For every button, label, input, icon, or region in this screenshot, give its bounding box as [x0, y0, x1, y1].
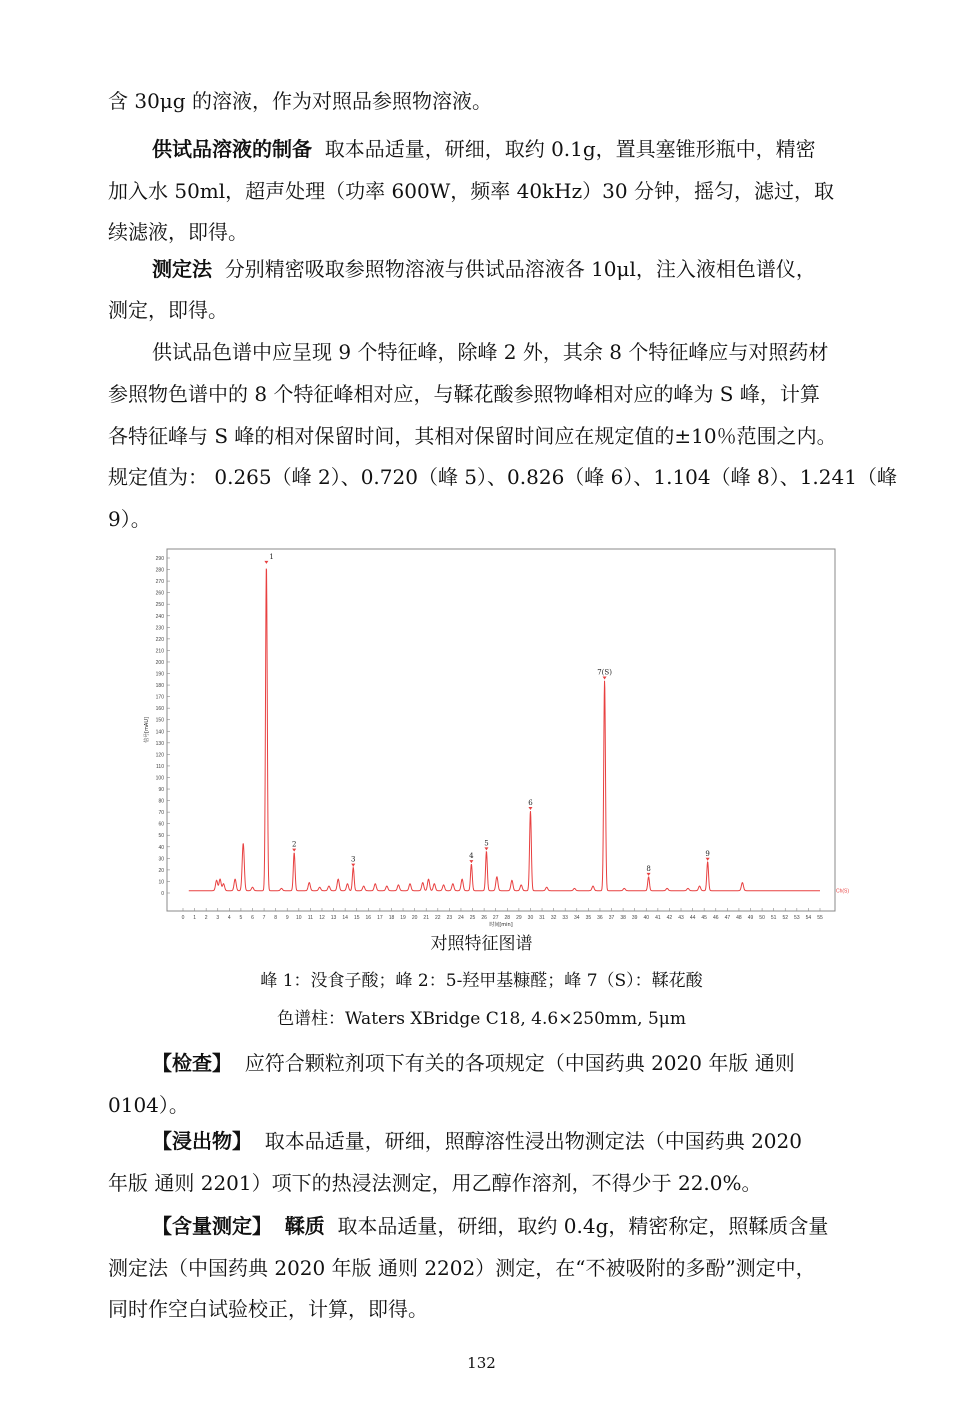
x-tick-label: 40	[643, 915, 650, 921]
x-tick-label: 12	[319, 915, 325, 921]
peak-label: 6	[528, 798, 533, 807]
paragraph-inspection: 【检查】 应符合颗粒剂项下有关的各项规定（中国药典 2020 年版 通则	[152, 1051, 795, 1075]
section-heading: 测定法	[152, 257, 212, 281]
y-tick-label: 240	[155, 613, 164, 620]
y-tick-label: 50	[158, 833, 164, 840]
x-tick-label: 3	[216, 915, 220, 921]
y-tick-label: 140	[155, 729, 164, 736]
paragraph-method: 测定法 分别精密吸取参照物溶液与供试品溶液各 10μl，注入液相色谱仪，	[152, 257, 816, 281]
paragraph-assay: 【含量测定】 鞣质 取本品适量，研细，取约 0.4g，精密称定，照鞣质含量	[152, 1214, 829, 1238]
peak-label: 9	[705, 849, 710, 858]
text-line: 测定，即得。	[108, 298, 228, 322]
x-tick-label: 42	[666, 915, 673, 921]
text-line: 加入水 50ml，超声处理（功率 600W，频率 40kHz）30 分钟，摇匀，滤过，取	[108, 179, 834, 203]
y-tick-label: 0	[161, 891, 164, 897]
text-line: 年版 通则 2201）项下的热浸法测定，用乙醇作溶剂，不得少于 22.0%。	[108, 1171, 762, 1195]
text-line: 测定法（中国药典 2020 年版 通则 2202）测定，在“不被吸附的多酚”测定中，	[108, 1256, 816, 1280]
x-tick-label: 51	[770, 915, 777, 921]
peak-label: 4	[469, 852, 474, 861]
x-tick-label: 13	[330, 915, 337, 921]
y-tick-label: 250	[155, 602, 164, 609]
y-tick-label: 10	[158, 879, 164, 886]
section-heading: 【检查】	[152, 1051, 232, 1075]
x-tick-label: 49	[747, 915, 754, 921]
section-heading: 供试品溶液的制备	[152, 137, 312, 161]
x-tick-label: 43	[678, 915, 684, 921]
x-tick-label: 0	[181, 915, 185, 921]
text-line: 含 30μg 的溶液，作为对照品参照物溶液。	[108, 89, 492, 113]
x-tick-label: 24	[458, 915, 464, 921]
y-tick-label: 90	[158, 787, 164, 794]
text-line: 0104）。	[108, 1093, 189, 1117]
y-tick-label: 290	[155, 556, 164, 562]
y-tick-label: 150	[155, 717, 164, 724]
y-tick-label: 30	[158, 856, 164, 863]
y-tick-label: 190	[155, 671, 164, 678]
x-tick-label: 26	[481, 915, 487, 921]
figure-caption-column: 色谱柱：Waters XBridge C18, 4.6×250mm, 5μm	[277, 1009, 686, 1029]
y-tick-label: 200	[155, 659, 164, 666]
x-tick-label: 7	[262, 915, 266, 921]
x-tick-label: 17	[377, 915, 383, 921]
figure-title: 对照特征图谱	[430, 934, 533, 954]
x-tick-label: 55	[817, 915, 823, 921]
section-heading: 【浸出物】	[152, 1129, 252, 1153]
x-tick-label: 11	[307, 915, 314, 921]
y-tick-label: 220	[155, 636, 164, 643]
text-line: 同时作空白试验校正，计算，即得。	[108, 1297, 428, 1321]
y-tick-label: 170	[155, 694, 164, 701]
y-tick-label: 180	[155, 683, 164, 690]
peak-label: 8	[646, 864, 651, 873]
x-tick-label: 18	[388, 915, 395, 921]
x-tick-label: 22	[435, 915, 441, 921]
y-tick-label: 260	[155, 590, 164, 597]
x-tick-label: 15	[353, 915, 360, 921]
x-tick-label: 33	[562, 915, 568, 921]
x-tick-label: 39	[631, 915, 638, 921]
x-tick-label: 52	[782, 915, 789, 921]
figure-caption-peaks: 峰 1：没食子酸；峰 2：5-羟甲基糠醛；峰 7（S）：鞣花酸	[260, 971, 703, 991]
x-tick-label: 2	[204, 915, 208, 921]
y-tick-label: 110	[156, 763, 164, 770]
x-tick-label: 38	[620, 915, 626, 921]
y-tick-label: 230	[155, 625, 164, 632]
x-tick-label: 23	[446, 915, 453, 921]
x-tick-label: 45	[701, 915, 707, 921]
x-tick-label: 1	[193, 915, 196, 921]
x-axis-label: 时间[min]	[489, 922, 513, 928]
trace-label: Ch(S)	[836, 888, 850, 895]
y-axis-label: 信号[mAU]	[144, 717, 150, 743]
x-tick-label: 5	[239, 915, 243, 921]
y-tick-label: 270	[155, 579, 164, 586]
x-tick-label: 21	[423, 915, 429, 921]
text-line: 各特征峰与 S 峰的相对保留时间，其相对保留时间应在规定值的±10％范围之内。	[108, 424, 837, 448]
x-tick-label: 27	[492, 915, 499, 921]
y-tick-label: 120	[155, 752, 164, 759]
peak-label: 3	[351, 855, 356, 864]
x-tick-label: 31	[539, 915, 545, 921]
x-tick-label: 34	[574, 915, 580, 921]
peak-label: 7(S)	[597, 668, 612, 677]
x-tick-label: 16	[365, 915, 372, 921]
text-line: 9）。	[108, 507, 151, 531]
x-tick-label: 30	[527, 915, 534, 921]
peak-label: 5	[484, 839, 489, 848]
y-tick-label: 100	[155, 775, 164, 782]
y-tick-label: 80	[158, 798, 164, 805]
y-tick-label: 160	[155, 706, 164, 713]
subsection-heading: 鞣质	[284, 1214, 325, 1238]
x-tick-label: 25	[469, 915, 476, 921]
x-tick-label: 53	[794, 915, 800, 921]
paragraph-peaks: 供试品色谱中应呈现 9 个特征峰，除峰 2 外，其余 8 个特征峰应与对照药材	[152, 340, 829, 364]
y-tick-label: 60	[158, 821, 164, 828]
x-tick-label: 47	[724, 915, 731, 921]
x-tick-label: 9	[285, 915, 289, 921]
x-tick-label: 32	[550, 915, 557, 921]
y-tick-label: 20	[158, 867, 164, 874]
x-tick-label: 44	[689, 915, 696, 921]
text-line: 规定值为： 0.265（峰 2）、0.720（峰 5）、0.826（峰 6）、1.104（峰 8）、1.241（峰	[108, 465, 897, 489]
y-tick-label: 280	[155, 567, 164, 574]
x-tick-label: 4	[227, 915, 231, 921]
x-tick-label: 10	[296, 915, 302, 921]
peak-label: 2	[291, 840, 297, 849]
peak-label: 1	[269, 552, 274, 561]
text-line: 参照物色谱中的 8 个特征峰相对应，与鞣花酸参照物峰相对应的峰为 S 峰，计算	[108, 382, 820, 406]
x-tick-label: 41	[655, 915, 661, 921]
page-number: 132	[467, 1354, 496, 1372]
x-tick-label: 37	[608, 915, 615, 921]
paragraph-extract: 【浸出物】 取本品适量，研细，照醇溶性浸出物测定法（中国药典 2020	[152, 1129, 802, 1153]
x-tick-label: 35	[585, 915, 592, 921]
section-heading: 【含量测定】	[152, 1214, 272, 1238]
x-tick-label: 50	[759, 915, 765, 921]
x-tick-label: 48	[736, 915, 742, 921]
x-tick-label: 20	[411, 915, 418, 921]
chromatogram-chart	[140, 547, 850, 929]
x-tick-label: 19	[400, 915, 406, 921]
x-tick-label: 46	[712, 915, 719, 921]
y-tick-label: 210	[155, 648, 164, 655]
x-tick-label: 29	[516, 915, 522, 921]
x-tick-label: 28	[504, 915, 511, 921]
paragraph-sample-prep: 供试品溶液的制备 取本品适量，研细，取约 0.1g，置具塞锥形瓶中，精密	[152, 137, 816, 161]
x-tick-label: 36	[597, 915, 603, 921]
x-tick-label: 54	[805, 915, 812, 921]
x-tick-label: 8	[274, 915, 278, 921]
y-tick-label: 40	[158, 844, 164, 851]
y-tick-label: 130	[155, 740, 164, 747]
x-tick-label: 14	[342, 915, 348, 921]
x-tick-label: 6	[251, 915, 254, 921]
y-tick-label: 70	[158, 810, 164, 817]
text-line: 续滤液，即得。	[108, 220, 248, 244]
